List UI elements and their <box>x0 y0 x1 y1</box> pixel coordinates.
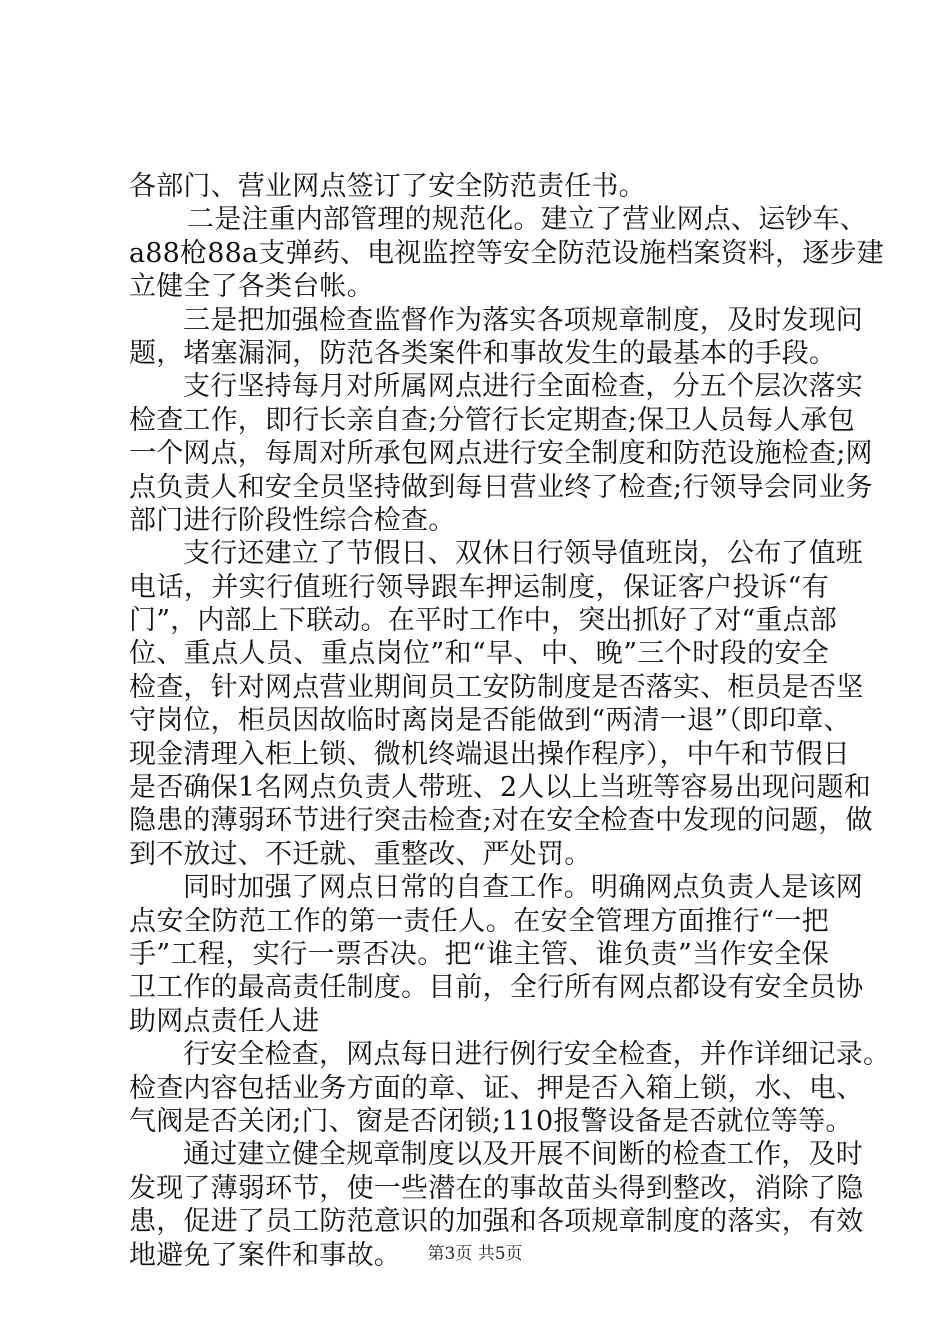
text-line: 守岗位，柜员因故临时离岗是否能做到“两清一退”（即印章、 <box>129 705 851 737</box>
text-line: 点负责人和安全员坚持做到每日营业终了检查;行领导会同业务 <box>129 471 873 503</box>
text-line: 立健全了各类台帐。 <box>129 271 374 303</box>
text-line: 检查，针对网点营业期间员工安防制度是否落实、柜员是否坚 <box>129 671 864 703</box>
text-line: 门”，内部上下联动。在平时工作中，突出抓好了对“重点部 <box>129 605 838 637</box>
text-line: 各部门、营业网点签订了安全防范责任书。 <box>129 171 646 202</box>
text-line: 一个网点，每周对所承包网点进行安全制度和防范设施检查;网 <box>129 438 873 470</box>
text-line: 检查内容包括业务方面的章、证、押是否入箱上锁，水、电、 <box>129 1072 864 1104</box>
text-line: 手”工程，实行一票否决。把“谁主管、谁负责”当作安全保 <box>129 938 829 970</box>
text-line: 现金清理入柜上锁、微机终端退出操作程序），中午和节假日 <box>129 738 850 770</box>
page-number-footer: 第3页 共5页 <box>427 1244 523 1264</box>
text-line: 位、重点人员、重点岗位”和“早、中、晚”三个时段的安全 <box>129 638 829 670</box>
text-line: 题，堵塞漏洞，防范各类案件和事故发生的最基本的手段。 <box>129 337 837 369</box>
text-line: 电话，并实行值班行领导跟车押运制度，保证客户投诉“有 <box>129 571 829 603</box>
text-line: 患，促进了员工防范意识的加强和各项规章制度的落实，有效 <box>129 1206 864 1238</box>
text-line: 点安全防范工作的第一责任人。在安全管理方面推行“一把 <box>129 905 829 937</box>
text-line: 发现了薄弱环节，使一些潜在的事故苗头得到整改，消除了隐 <box>129 1172 864 1204</box>
text-line: 检查工作，即行长亲自查;分管行长定期查;保卫人员每人承包 <box>129 404 855 436</box>
text-line: 地避免了案件和事故。 <box>129 1239 401 1271</box>
text-line: 三是把加强检查监督作为落实各项规章制度，及时发现问 <box>183 304 863 336</box>
text-line: 隐患的薄弱环节进行突击检查;对在安全检查中发现的问题，做 <box>129 805 873 837</box>
text-line: 行安全检查，网点每日进行例行安全检查，并作详细记录。 <box>183 1039 891 1071</box>
text-line: 卫工作的最高责任制度。目前，全行所有网点都设有安全员协 <box>129 972 864 1004</box>
text-line: 支行坚持每月对所属网点进行全面检查，分五个层次落实 <box>183 371 863 403</box>
text-line: 到不放过、不迁就、重整改、严处罚。 <box>129 838 592 870</box>
text-line: 部门进行阶段性综合检查。 <box>129 504 456 536</box>
text-line: 支行还建立了节假日、双休日行领导值班岗，公布了值班 <box>183 538 863 570</box>
text-line: 通过建立健全规章制度以及开展不间断的检查工作，及时 <box>183 1139 863 1171</box>
document-body <box>129 170 891 1272</box>
text-line: 是否确保1名网点负责人带班、2人以上当班等容易出现问题和 <box>129 772 871 804</box>
text-line: 气阀是否关闭;门、窗是否闭锁;110报警设备是否就位等等。 <box>129 1105 853 1137</box>
text-line: 同时加强了网点日常的自查工作。明确网点负责人是该网 <box>183 872 863 904</box>
text-line: 助网点责任人进 <box>129 1005 320 1037</box>
text-line: 二是注重内部管理的规范化。建立了营业网点、运钞车、 <box>187 204 867 236</box>
text-line: a88枪88a支弹药、电视监控等安全防范设施档案资料，逐步建 <box>129 237 884 269</box>
